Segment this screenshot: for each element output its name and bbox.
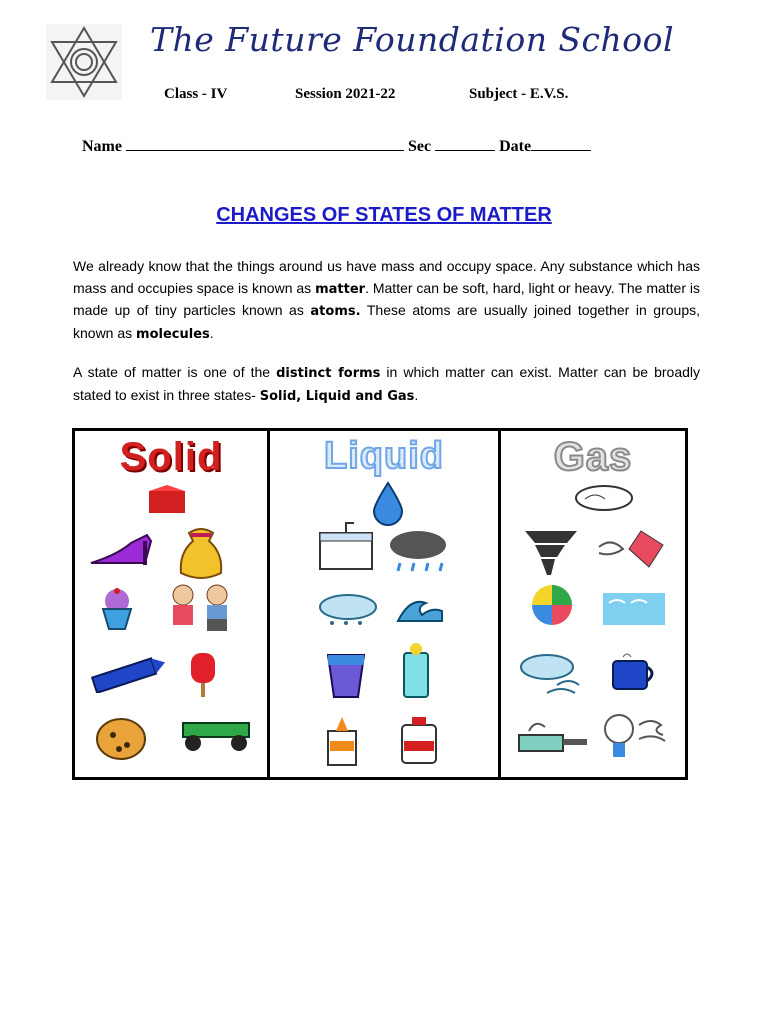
fan-wind-icon (599, 711, 679, 761)
page-title: CHANGES OF STATES OF MATTER (216, 204, 552, 226)
gas-heading: Gas (553, 435, 633, 479)
solid-column (75, 431, 267, 777)
student-info-row (82, 136, 591, 156)
ice-lolly-icon (185, 651, 221, 699)
subject-label: Subject - E.V.S. (469, 86, 569, 102)
sunscreen-icon (400, 643, 432, 701)
liquid-heading: Liquid (324, 435, 444, 477)
name-label: Name (82, 138, 122, 155)
sec-field[interactable] (435, 136, 495, 151)
steaming-pot-icon (515, 715, 591, 757)
sack-icon (175, 523, 227, 585)
school-logo-icon (46, 24, 122, 100)
race-car-icon (175, 711, 257, 755)
crayon-icon (83, 657, 169, 693)
states-table (72, 428, 688, 780)
sink-icon (316, 517, 376, 571)
box-icon (145, 485, 189, 515)
solid-heading: Solid (119, 435, 223, 479)
rain-cloud-icon (384, 527, 454, 579)
sec-label: Sec (407, 138, 432, 155)
leopard-icon (91, 707, 153, 763)
liquid-column (267, 431, 498, 777)
cupcake-icon (95, 587, 139, 631)
air-icon (601, 589, 667, 629)
glue-bottle-icon (322, 715, 362, 767)
states-paragraph: A state of matter is one of the distinct forms in which matter can exist. Matter can be broadly stated to exist in three states- Solid, Liquid and Gas. (73, 364, 701, 404)
school-name: The Future Foundation School (150, 20, 675, 59)
cloud-wind-icon (517, 651, 589, 699)
date-field[interactable] (531, 136, 591, 151)
intro-paragraph: We already know that the things around us have mass and occupy space. Any substance which has mass and occupies space is known as matter. Matter can be soft, hard, light or heavy. The matter is made up of tiny particles known as atoms. These atoms are usually joined together in groups, known as molecules. (73, 258, 701, 342)
hot-mug-icon (609, 651, 661, 693)
cloud-icon (316, 589, 382, 629)
children-icon (161, 581, 241, 637)
kite-icon (591, 527, 677, 579)
cup-icon (324, 649, 368, 701)
wind-cloud-icon (571, 483, 637, 513)
gas-column (498, 431, 685, 777)
class-label: Class - IV (164, 86, 228, 102)
high-heel-shoe-icon (87, 529, 157, 569)
date-label: Date (499, 138, 532, 155)
session-label: Session 2021-22 (295, 86, 396, 102)
milk-jug-icon (396, 715, 442, 765)
beach-ball-icon (523, 583, 581, 627)
tornado-icon (523, 527, 579, 579)
name-field[interactable] (126, 136, 404, 151)
wave-icon (396, 593, 444, 625)
